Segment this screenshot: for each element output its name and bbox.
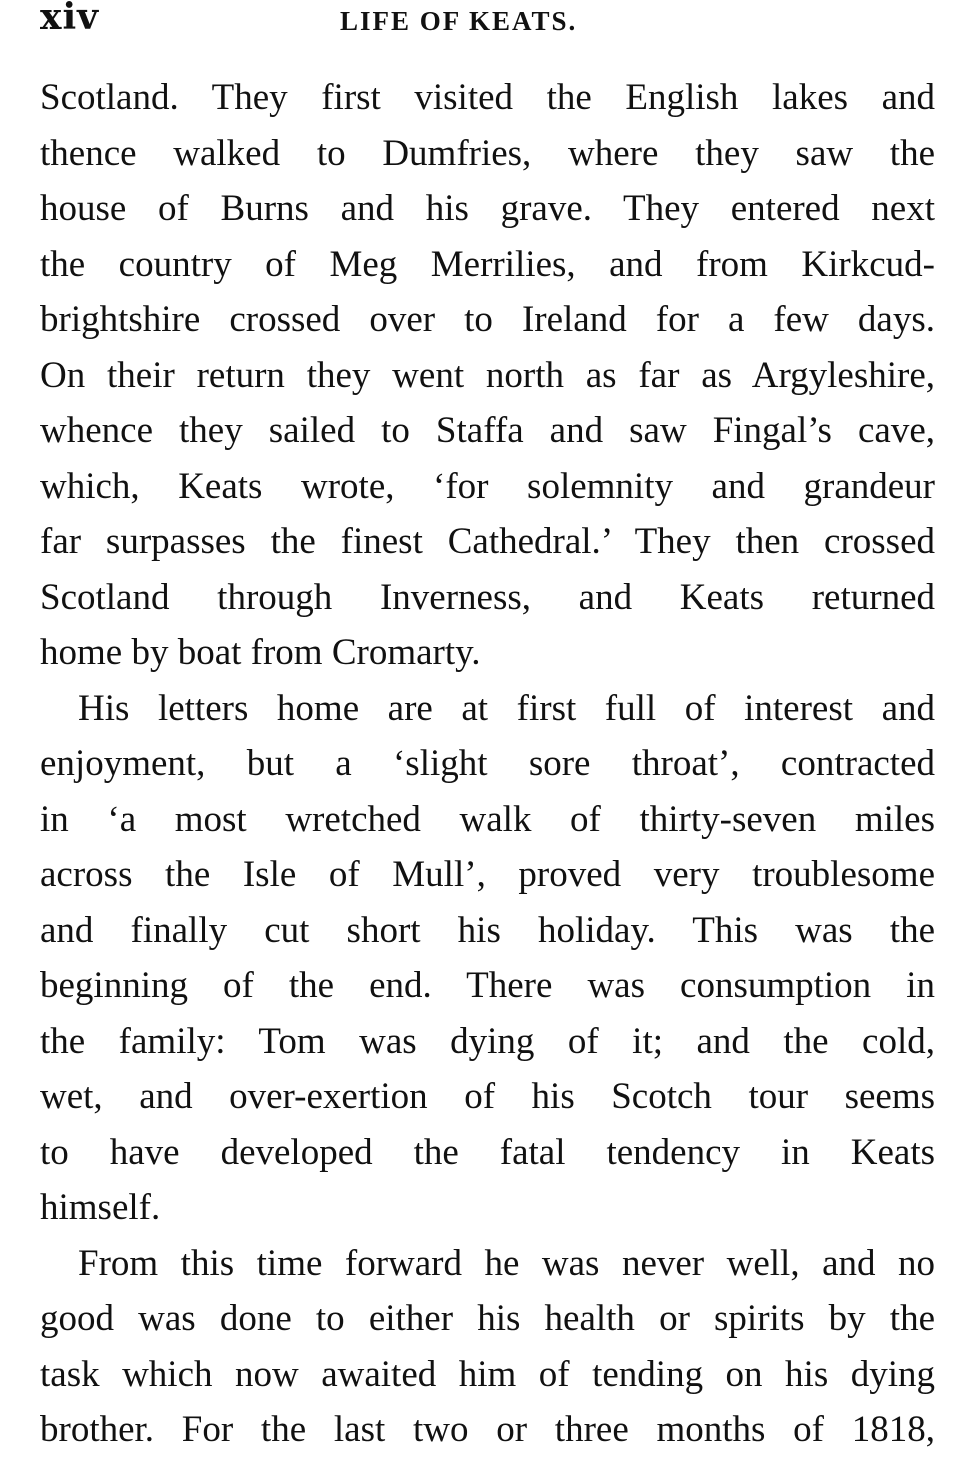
body-text [40,70,935,1458]
text-line: Scotland. They first visited the English lakes and [40,77,935,118]
paragraph-3 [40,1236,935,1458]
text-line: the country of Meg Merrilies, and from Kirkcud- [40,243,935,285]
text-line: Scotland through Inverness, and Keats returned [40,576,935,618]
text-line: wet, and over-exertion of his Scotch tour seems [40,1076,935,1117]
text-line: thence walked to Dumfries, where they saw the [40,132,935,174]
text-line: brother. For the last two or three months of 1818, [40,1409,935,1450]
page-header [40,0,940,50]
text-line: His letters home are at first full of interest and [78,687,935,729]
text-line: in ‘a most wretched walk of thirty-seven miles [40,798,935,840]
text-line: good was done to either his health or spirits by the [40,1298,935,1339]
running-head: LIFE OF KEATS. [340,6,578,36]
text-line: the family: Tom was dying of it; and the cold, [40,1020,935,1062]
text-line: far surpasses the finest Cathedral.’ They then crossed [40,521,935,562]
text-line: beginning of the end. There was consumption in [40,965,935,1006]
text-line: enjoyment, but a ‘slight sore throat’, contracted [40,743,935,784]
text-line: house of Burns and his grave. They entered next [40,188,935,229]
text-line: across the Isle of Mull’, proved very troublesome [40,854,935,895]
text-line: and finally cut short his holiday. This was the [40,909,935,951]
paragraph-1 [40,70,935,681]
paragraph-2 [40,681,935,1236]
page-number: xiv [40,0,100,38]
text-line: whence they sailed to Staffa and saw Fingal’s cave, [40,410,935,451]
text-line: From this time forward he was never well, and no [78,1242,935,1284]
text-line: task which now awaited him of tending on his dying [40,1353,935,1395]
text-line: himself. [40,1187,161,1228]
text-line: which, Keats wrote, ‘for solemnity and grandeur [40,465,935,507]
text-line: On their return they went north as far as Argyleshire, [40,354,935,396]
text-line: home by boat from Cromarty. [40,632,481,673]
text-line: to have developed the fatal tendency in Keats [40,1131,935,1173]
text-line: brightshire crossed over to Ireland for a few days. [40,299,935,340]
